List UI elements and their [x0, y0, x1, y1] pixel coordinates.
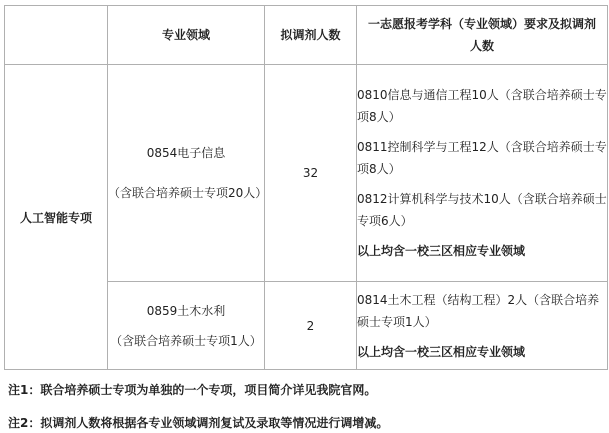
major-note: （含联合培养硕士专项1人） [110, 333, 262, 348]
header-blank [5, 6, 108, 65]
major-name: 0859土木水利 [146, 303, 226, 318]
planned-count-value: 32 [265, 65, 357, 282]
special-area-label: 人工智能专项 [5, 65, 108, 370]
header-major-area: 专业领域 [108, 6, 265, 65]
requirement-cell [357, 282, 608, 370]
requirement-item: 0810信息与通信工程10人（含联合培养硕士专项8人） [357, 88, 607, 124]
requirement-note: 以上均含一校三区相应专业领域 [357, 244, 526, 258]
footnote-1: 注1：联合培养硕士专项为单独的一个专项，项目简介详见我院官网。 [8, 383, 377, 397]
table-header-row [5, 6, 608, 65]
header-planned-count: 拟调剂人数 [265, 6, 357, 65]
adjustment-table [4, 5, 608, 370]
table-row [5, 65, 608, 282]
header-requirement: 一志愿报考学科（专业领域）要求及拟调剂人数 [357, 6, 608, 65]
major-name: 0854电子信息 [146, 146, 226, 160]
major-note: （含联合培养硕士专项20人） [108, 186, 268, 200]
requirement-note: 以上均含一校三区相应专业领域 [357, 344, 526, 359]
major-cell [108, 282, 265, 370]
requirement-cell [357, 65, 608, 282]
requirement-item: 0811控制科学与工程12人（含联合培养硕士专项8人） [357, 140, 607, 176]
requirement-item: 0812计算机科学与技术10人（含联合培养硕士专项6人） [357, 192, 607, 228]
major-cell [108, 65, 268, 282]
requirement-item: 0814土木工程（结构工程）2人（含联合培养硕士专项1人） [357, 292, 600, 329]
footnote-2: 注2：拟调剂人数将根据各专业领域调剂复试及录取等情况进行调增减。 [8, 416, 389, 430]
planned-count-value: 2 [265, 282, 357, 370]
